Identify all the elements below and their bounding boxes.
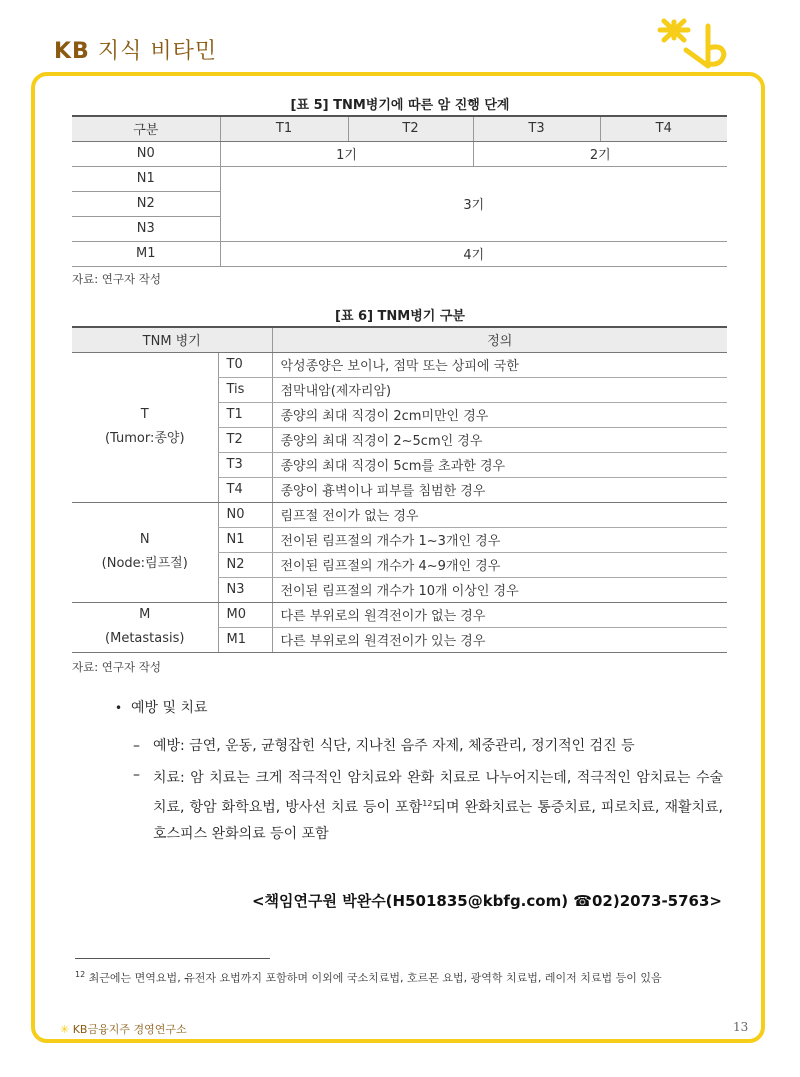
table5-row-label: N1 [72, 166, 220, 191]
table5-row-label: N3 [72, 216, 220, 241]
group-name: N [139, 532, 150, 547]
table5-source: 자료: 연구자 작성 [72, 272, 161, 286]
footnote-divider [75, 958, 270, 959]
researcher-contact: <책임연구원 박완수(H501835@kbfg.com) ☎02)2073-5763> [251, 892, 722, 910]
table6-definition: 다른 부위로의 원격전이가 없는 경우 [272, 602, 727, 627]
section-bullet [115, 697, 208, 717]
table6-definition: 점막내암(제자리암) [272, 377, 727, 402]
footnote [75, 965, 725, 989]
group-sub: (Metastasis) [105, 631, 185, 646]
treatment-text-b: 되며 완화치료는 통증치료, 피로치료, 재활치료, 호스피스 완화의료 등이 포함 [153, 799, 724, 842]
table6-definition: 전이된 림프절의 개수가 1~3개인 경우 [272, 527, 727, 552]
bullet-dot-icon: • [115, 701, 123, 715]
prevention-item [133, 735, 635, 755]
table6-definition: 림프절 전이가 없는 경우 [272, 502, 727, 527]
footnote-text: 최근에는 면역요법, 유전자 요법까지 포함하며 이외에 국소치료법, 호르몬 요법, 광역학 치료법, 레이저 치료법 등이 있음 [85, 971, 662, 985]
header-title-text: 지식 비타민 [97, 39, 218, 64]
table5-stage-cell: 4기 [220, 241, 727, 266]
footer-organization [60, 1021, 187, 1037]
treatment-text-a: 치료: 암 치료는 크게 적극적인 암치료와 완화 치료로 나누어지는데, 적극적인 암치료는 수술치료, 항암 화학요법, 방사선 치료 등이 포함 [153, 770, 723, 816]
table5-stage-cell: 3기 [220, 166, 727, 241]
table6-code: T1 [218, 402, 272, 427]
table6-code: N1 [218, 527, 272, 552]
table6-code: T2 [218, 427, 272, 452]
footnote-number: 12 [75, 970, 86, 979]
table5-tnm-stages [72, 115, 727, 267]
table6-code: N2 [218, 552, 272, 577]
table5-row-label: N0 [72, 141, 220, 166]
table5-row-label: N2 [72, 191, 220, 216]
table5-header-cell: T2 [348, 116, 473, 141]
publication-title [54, 34, 217, 65]
footnote-ref[interactable]: 12 [422, 799, 433, 808]
group-sub: (Node:림프절) [101, 556, 188, 571]
dash-marker-icon: – [133, 738, 140, 754]
table5-header-cell: T4 [600, 116, 727, 141]
table6-code: N3 [218, 577, 272, 602]
table6-definition: 악성종양은 보이나, 점막 또는 상피에 국한 [272, 352, 727, 377]
table5-header-cell: T1 [220, 116, 348, 141]
table6-caption: [표 6] TNM병기 구분 [335, 309, 465, 324]
table6-source: 자료: 연구자 작성 [72, 660, 161, 674]
table6-code: M0 [218, 602, 272, 627]
table6-group-t [72, 352, 218, 502]
table6-definition: 종양의 최대 직경이 5cm를 초과한 경우 [272, 452, 727, 477]
group-name: M [139, 607, 151, 622]
table6-code: Tis [218, 377, 272, 402]
table6-definition: 종양의 최대 직경이 2~5cm인 경우 [272, 427, 727, 452]
table6-definition: 다른 부위로의 원격전이가 있는 경우 [272, 627, 727, 652]
table5-stage-cell: 2기 [473, 141, 727, 166]
dash-marker-icon: – [133, 767, 140, 783]
kb-star-logo-icon [652, 16, 734, 72]
bullet-heading: 예방 및 치료 [131, 700, 208, 716]
table6-header-cell: 정의 [272, 327, 727, 352]
table6-code: T3 [218, 452, 272, 477]
table6-definition: 종양의 최대 직경이 2cm미만인 경우 [272, 402, 727, 427]
page-number: 13 [733, 1020, 749, 1034]
table6-definition: 종양이 흉벽이나 피부를 침범한 경우 [272, 477, 727, 502]
table6-tnm-definitions [72, 326, 727, 653]
footer-org-text: KB금융지주 경영연구소 [72, 1023, 187, 1036]
table5-header-cell: 구분 [72, 116, 220, 141]
table6-code: N0 [218, 502, 272, 527]
table6-code: M1 [218, 627, 272, 652]
group-name: T [140, 407, 149, 422]
table6-group-m [72, 602, 218, 652]
table6-code: T0 [218, 352, 272, 377]
table6-definition: 전이된 림프절의 개수가 4~9개인 경우 [272, 552, 727, 577]
table6-code: T4 [218, 477, 272, 502]
group-sub: (Tumor:종양) [104, 431, 185, 446]
table5-caption: [표 5] TNM병기에 따른 암 진행 단계 [290, 98, 510, 113]
header-kb: KB [54, 39, 90, 64]
prevention-text: 예방: 금연, 운동, 균형잡힌 식단, 지나친 음주 자제, 체중관리, 정기적인 검진 등 [153, 738, 635, 754]
treatment-text [153, 765, 723, 847]
table5-row-label: M1 [72, 241, 220, 266]
table6-group-n [72, 502, 218, 602]
table5-stage-cell: 1기 [220, 141, 473, 166]
table5-header-cell: T3 [473, 116, 600, 141]
table6-header-cell: TNM 병기 [72, 327, 272, 352]
treatment-dash [133, 767, 153, 783]
kb-star-small-icon: ✳ [60, 1023, 70, 1036]
table6-definition: 전이된 림프절의 개수가 10개 이상인 경우 [272, 577, 727, 602]
